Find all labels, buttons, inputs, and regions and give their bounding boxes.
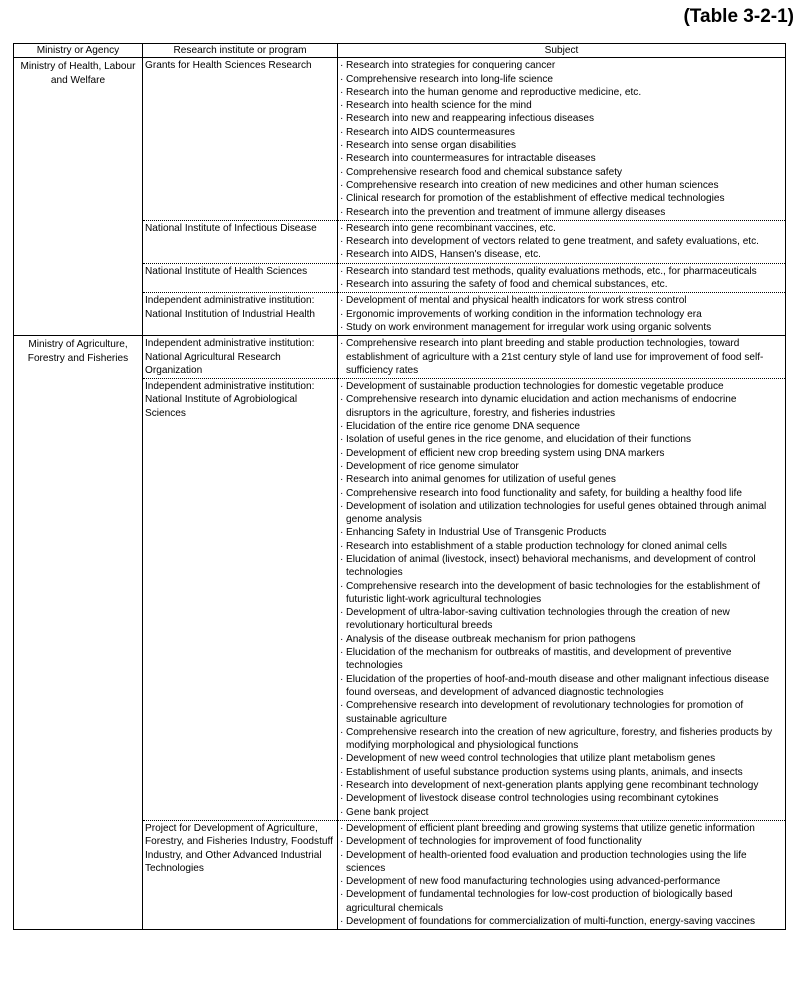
header-row: [14, 44, 786, 58]
subject-item: · Research into AIDS, Hansen's disease, etc.: [340, 248, 783, 261]
subject-item: · Development of efficient plant breeding and growing systems that utilize genetic information: [340, 822, 783, 835]
subject-item: · Research into the prevention and treatment of immune allergy diseases: [340, 206, 783, 219]
subject-item: · Development of livestock disease control technologies using recombinant cytokines: [340, 792, 783, 805]
subject-item: · Comprehensive research into the creation of new agriculture, forestry, and fisheries products by modifying morphological and physiological functions: [340, 726, 783, 753]
subject-item: · Research into establishment of a stable production technology for cloned animal cells: [340, 540, 783, 553]
subject-item: · Comprehensive research into plant breeding and stable production technologies, toward establishment of agriculture with a 21st century style of land use for improvement of food self-sufficiency rates: [340, 337, 783, 377]
subject-list: [340, 264, 783, 293]
subject-item: · Elucidation of the properties of hoof-and-mouth disease and other malignant infectious disease found overseas, and development of advanced diagnostic technologies: [340, 673, 783, 700]
subject-item: · Development of health-oriented food evaluation and production technologies using the life sciences: [340, 849, 783, 876]
subject-item: · Comprehensive research into long-life science: [340, 73, 783, 86]
subject-list: [340, 379, 783, 820]
subject-item: · Elucidation of animal (livestock, insect) behavioral mechanisms, and development of control technologies: [340, 553, 783, 580]
institute-cell: National Institute of Infectious Disease: [143, 220, 338, 263]
subject-item: · Establishment of useful substance production systems using plants, animals, and insects: [340, 766, 783, 779]
subject-item: · Research into development of next-generation plants applying gene recombinant technology: [340, 779, 783, 792]
subject-cell: [338, 820, 786, 929]
table-title: (Table 3-2-1): [683, 6, 794, 27]
subject-item: · Research into new and reappearing infectious diseases: [340, 112, 783, 125]
subject-list: [340, 221, 783, 263]
subject-item: · Development of new food manufacturing technologies using advanced-performance: [340, 875, 783, 888]
subject-item: · Analysis of the disease outbreak mechanism for prion pathogens: [340, 633, 783, 646]
institute-cell: Grants for Health Sciences Research: [143, 58, 338, 221]
subject-cell: [338, 220, 786, 263]
subject-item: · Study on work environment management for irregular work using organic solvents: [340, 321, 783, 334]
subject-item: · Research into sense organ disabilities: [340, 139, 783, 152]
subject-item: · Development of foundations for commercialization of multi-function, energy-saving vaccines: [340, 915, 783, 928]
subject-cell: [338, 336, 786, 379]
ministry-cell: Ministry of Agriculture, Forestry and Fisheries: [14, 336, 143, 930]
header-subject: Subject: [338, 44, 786, 58]
institute-cell: Independent administrative institution: National Agricultural Research Organization: [143, 336, 338, 379]
subject-item: · Gene bank project: [340, 806, 783, 819]
subject-item: · Development of ultra-labor-saving cultivation technologies through the creation of new revolutionary horticultural breeds: [340, 606, 783, 633]
institute-cell: Independent administrative institution: National Institution of Industrial Health: [143, 293, 338, 336]
subject-item: · Comprehensive research into dynamic elucidation and action mechanisms of endocrine disruptors in the agriculture, forestry, and fisheries industries: [340, 393, 783, 420]
subject-item: · Development of rice genome simulator: [340, 460, 783, 473]
institute-cell: Project for Development of Agriculture, Forestry, and Fisheries Industry, Foodstuff Industry, and Other Advanced Industrial Technologies: [143, 820, 338, 929]
subject-item: · Research into strategies for conquering cancer: [340, 59, 783, 72]
subject-item: · Comprehensive research into food functionality and safety, for building a healthy food life: [340, 487, 783, 500]
subject-cell: [338, 379, 786, 821]
ministry-cell: Ministry of Health, Labour and Welfare: [14, 58, 143, 336]
subject-item: · Research into countermeasures for intractable diseases: [340, 152, 783, 165]
subject-item: · Research into development of vectors related to gene treatment, and safety evaluations, etc.: [340, 235, 783, 248]
subject-item: · Ergonomic improvements of working condition in the information technology era: [340, 308, 783, 321]
subject-item: · Clinical research for promotion of the establishment of effective medical technologies: [340, 192, 783, 205]
header-institute: Research institute or program: [143, 44, 338, 58]
table-row: [14, 58, 786, 221]
subject-cell: [338, 263, 786, 293]
table-body: [14, 58, 786, 930]
subject-item: · Development of fundamental technologies for low-cost production of biologically based agricultural chemicals: [340, 888, 783, 915]
subject-item: · Comprehensive research food and chemical substance safety: [340, 166, 783, 179]
subject-item: · Research into gene recombinant vaccines, etc.: [340, 222, 783, 235]
subject-item: · Development of isolation and utilization technologies for useful genes obtained through animal genome analysis: [340, 500, 783, 527]
subject-item: · Enhancing Safety in Industrial Use of Transgenic Products: [340, 526, 783, 539]
institute-cell: National Institute of Health Sciences: [143, 263, 338, 293]
subject-cell: [338, 293, 786, 336]
subject-item: · Comprehensive research into development of revolutionary technologies for promotion of sustainable agriculture: [340, 699, 783, 726]
subject-list: [340, 336, 783, 378]
subject-item: · Development of efficient new crop breeding system using DNA markers: [340, 447, 783, 460]
header-ministry: Ministry or Agency: [14, 44, 143, 58]
subject-item: · Research into AIDS countermeasures: [340, 126, 783, 139]
subject-item: · Elucidation of the mechanism for outbreaks of mastitis, and development of preventive technologies: [340, 646, 783, 673]
institute-cell: Independent administrative institution: National Institute of Agrobiological Sciences: [143, 379, 338, 821]
subject-item: · Development of new weed control technologies that utilize plant metabolism genes: [340, 752, 783, 765]
subject-item: · Research into animal genomes for utilization of useful genes: [340, 473, 783, 486]
subject-list: [340, 293, 783, 335]
subject-item: · Research into health science for the mind: [340, 99, 783, 112]
subject-list: [340, 58, 783, 220]
table-row: [14, 336, 786, 379]
subject-cell: [338, 58, 786, 221]
subject-item: · Isolation of useful genes in the rice genome, and elucidation of their functions: [340, 433, 783, 446]
subject-list: [340, 821, 783, 929]
subject-item: · Development of technologies for improvement of food functionality: [340, 835, 783, 848]
subject-item: · Research into the human genome and reproductive medicine, etc.: [340, 86, 783, 99]
subject-item: · Elucidation of the entire rice genome DNA sequence: [340, 420, 783, 433]
subject-item: · Comprehensive research into creation of new medicines and other human sciences: [340, 179, 783, 192]
research-table: [13, 43, 786, 930]
subject-item: · Comprehensive research into the development of basic technologies for the establishment of futuristic light-work agricultural technologies: [340, 580, 783, 607]
subject-item: · Research into standard test methods, quality evaluations methods, etc., for pharmaceuticals: [340, 265, 783, 278]
subject-item: · Research into assuring the safety of food and chemical substances, etc.: [340, 278, 783, 291]
subject-item: · Development of mental and physical health indicators for work stress control: [340, 294, 783, 307]
subject-item: · Development of sustainable production technologies for domestic vegetable produce: [340, 380, 783, 393]
